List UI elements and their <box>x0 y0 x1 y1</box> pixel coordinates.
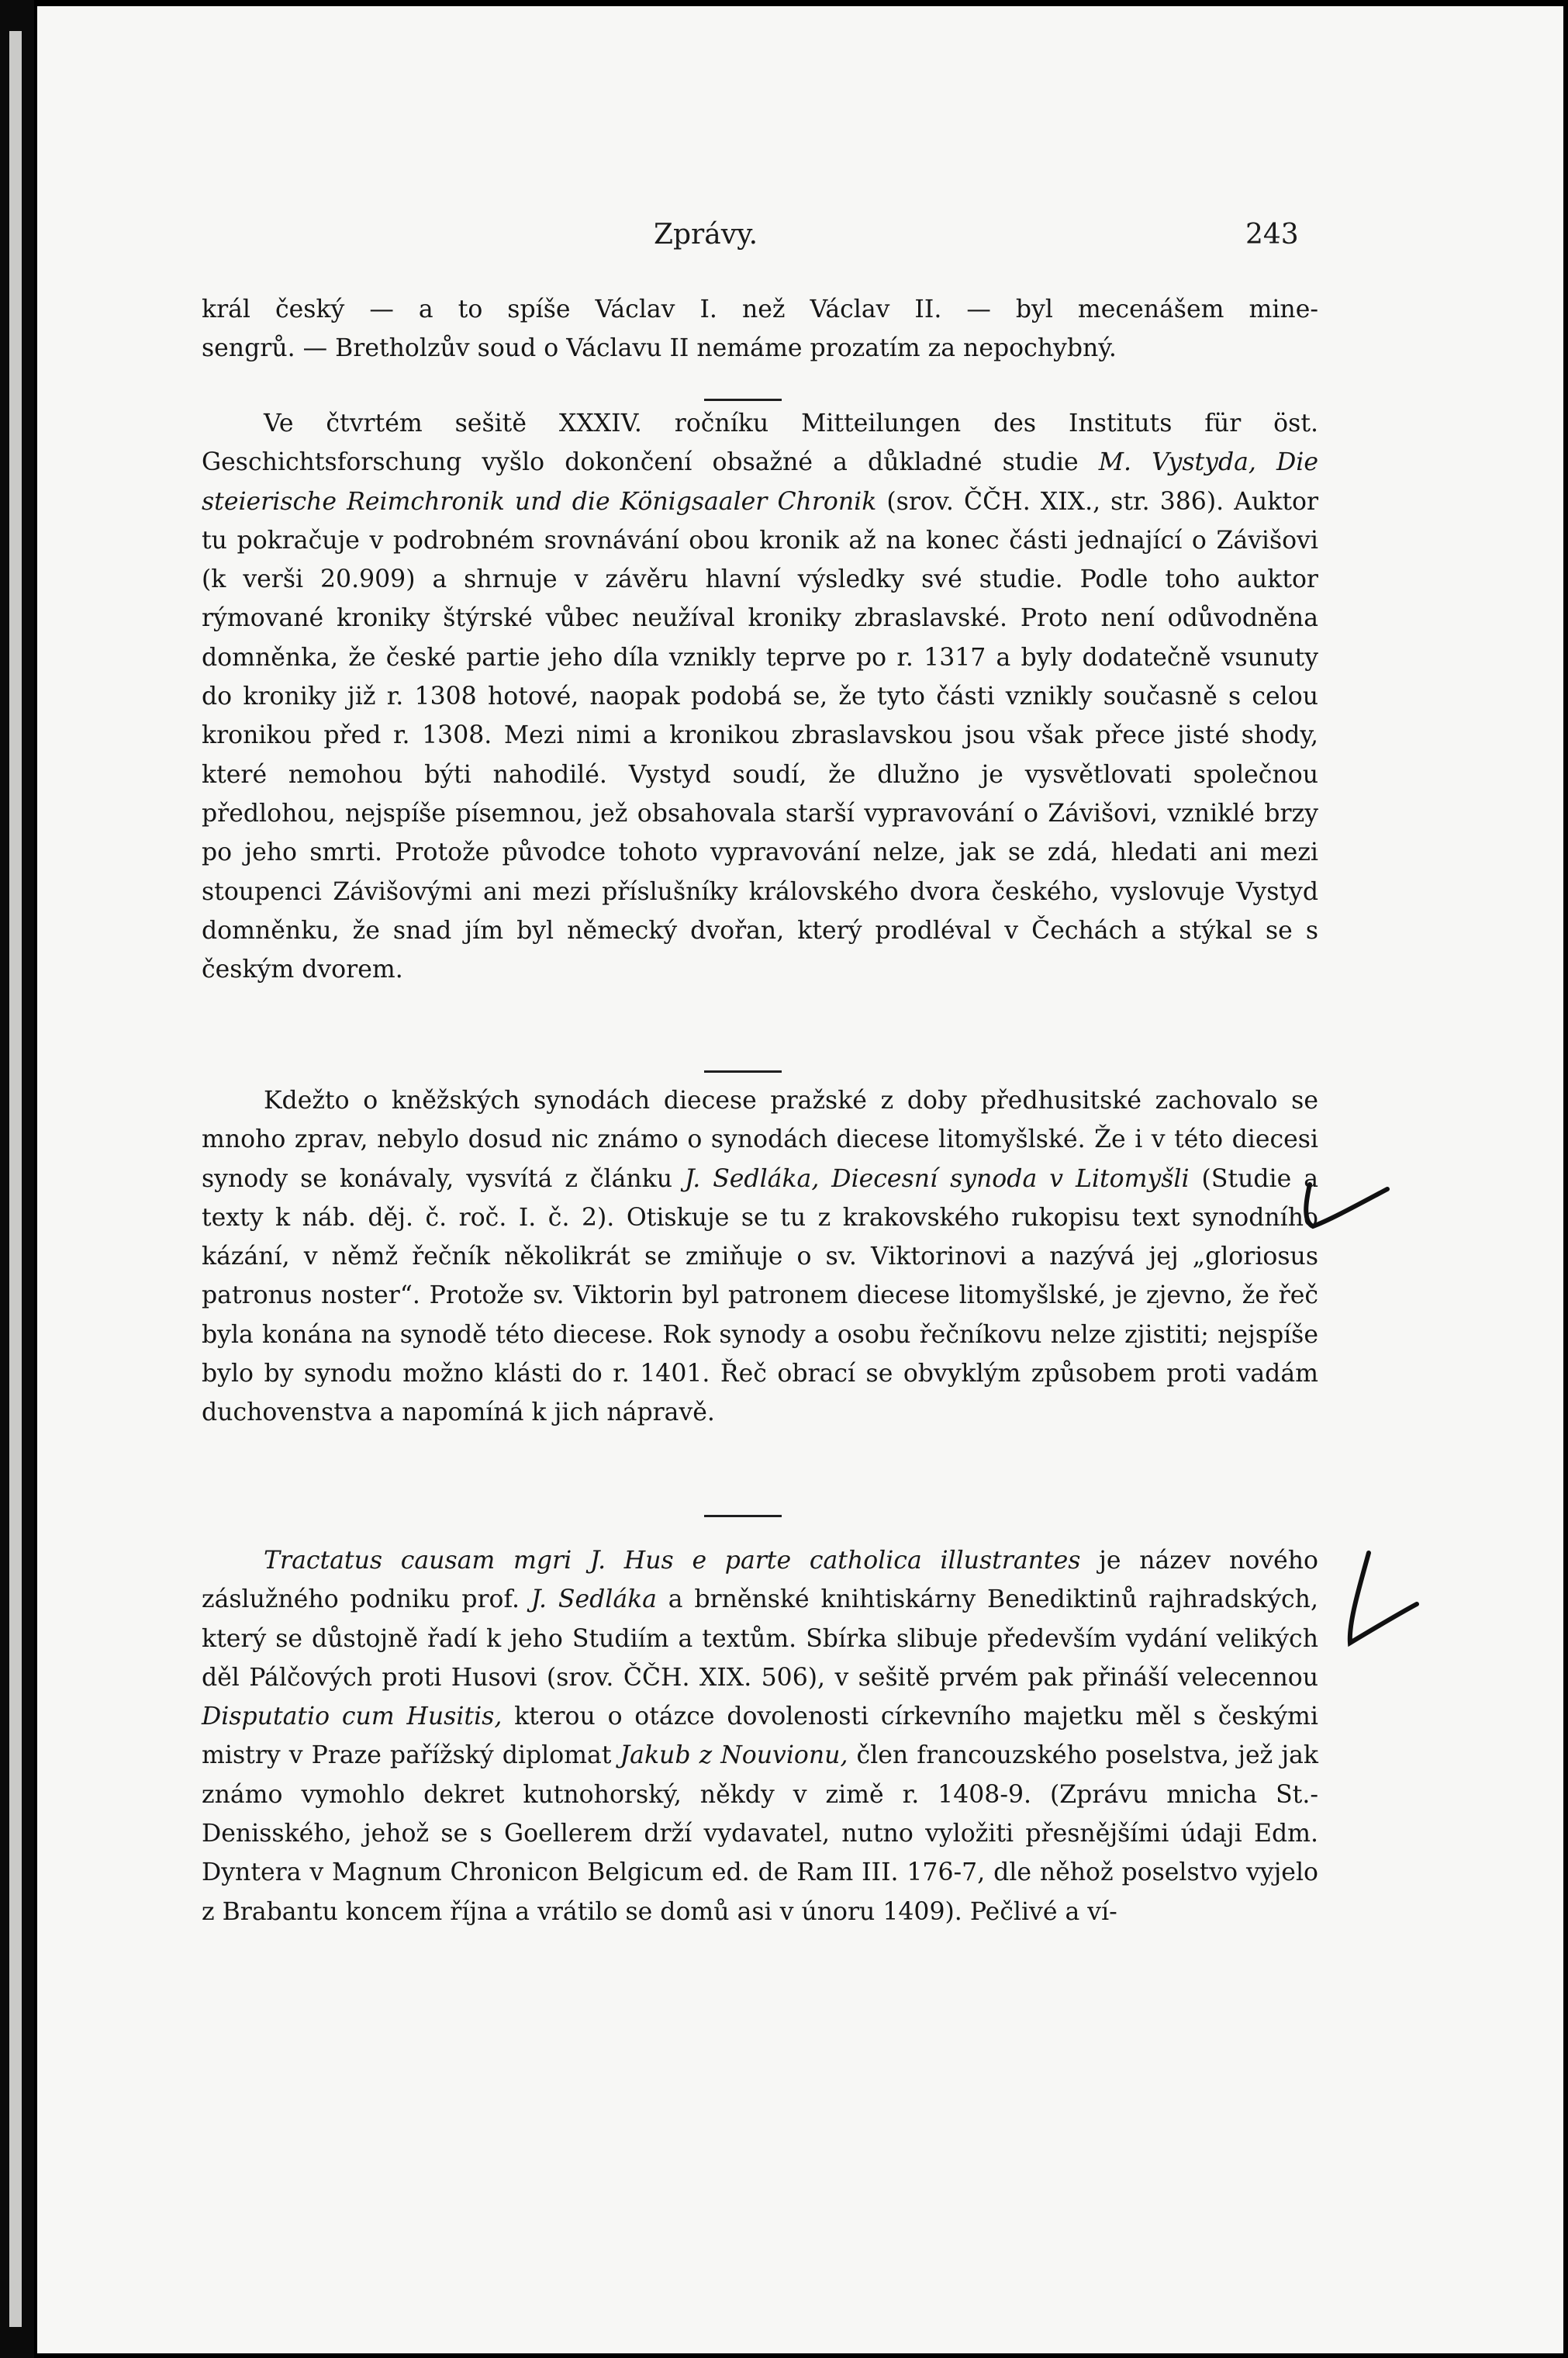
paragraph-text: (Studie a texty k náb. děj. č. roč. I. č. 2). Otiskuje se tu z krakovského rukopisu text synodního kázání, v němž řečník několikrát se zmiňuje o sv. Viktorinovi a nazývá jej „gloriosus patronus noster“. Protože sv. Viktorin byl patronem diecese litomyšlské, je zjevno, že řeč byla konána na synodě této diecese. Rok synody a osobu řečníkovu nelze zjistiti; nejspíše bylo by synodu možno klásti do r. 1401. Řeč obrací se obvyklým způsobem proti vadám duchovenstva a napomíná k jich nápravě. <box>202 1164 1318 1427</box>
document-page <box>37 6 1563 2353</box>
page-title: Zprávy. <box>654 219 758 251</box>
news-item-synoda <box>202 1081 1318 1433</box>
paragraph-line: sengrů. — Bretholzův soud o Václavu II nemáme prozatím za nepochybný. <box>202 334 1117 363</box>
page-number: 243 <box>1245 219 1299 251</box>
italic-title: Tractatus causam mgri J. Hus e parte catholica illustrantes <box>264 1547 1081 1575</box>
paragraph-text: kterou o otázce dovolenosti církevního majetku měl s českými mistry v Praze pařížský diplomat <box>202 1703 1318 1770</box>
news-item-tractatus <box>202 1541 1318 1931</box>
news-item-vystyd <box>202 404 1318 989</box>
section-divider <box>704 399 782 401</box>
running-header <box>37 219 1563 265</box>
paragraph-text: Kdežto o kněžských synodách diecese pražské z doby předhusitské zachovalo se mnoho zprav, nebylo dosud nic známo o synodách diecese litomyšlské. Že i v této diecesi synody se konávaly, vysvítá z článku <box>202 1087 1318 1193</box>
paragraph-text: je název nového záslužného podniku prof. <box>202 1547 1318 1614</box>
paragraph-line: král český — a to spíše Václav I. než Václav II. — byl mecenášem mine- <box>202 296 1318 323</box>
section-divider <box>704 1070 782 1073</box>
italic-citation: M. Vystyda, Die steierische Reimchronik und die Königsaaler Chronik <box>202 448 1319 516</box>
pencil-checkmark-icon <box>1299 1181 1392 1236</box>
paragraph-text: člen francouzského poselstva, jež jak známo vymohlo dekret kutnohorský, někdy v zimě r. 1408-9. (Zprávu mnicha St.-Denisského, jehož se s Goellerem drží vydavatel, nutno vyložiti přesnějšími údaji Edm. Dyntera v Magnum Chronicon Belgicum ed. de Ram III. 176-7, dle něhož poselstvo vyjelo z Brabantu koncem října a vrátilo se domů asi v únoru 1409). Pečlivé a ví- <box>202 1741 1318 1926</box>
paragraph-text: Ve čtvrtém sešitě XXXIV. ročníku Mitteilungen des Instituts für öst. Geschichtsforschung vyšlo dokončení obsažné a důkladné studie <box>202 410 1318 477</box>
italic-citation: J. Sedláka, Diecesní synoda v Litomyšli <box>685 1164 1190 1193</box>
italic-work: Disputatio cum Husitis, <box>202 1703 503 1731</box>
pencil-checkmark-icon <box>1342 1548 1420 1649</box>
scan-page-edge <box>9 31 22 2327</box>
paragraph-text: a brněnské knihtiskárny Benediktinů rajhradských, který se důstojně řadí k jeho Studiím a textům. Sbírka slibuje především vydání velikých děl Pálčových proti Husovi (srov. ČČH. XIX. 506), v sešitě prvém pak přináší velecennou <box>202 1585 1318 1692</box>
continued-paragraph <box>202 290 1318 368</box>
scan-left-border <box>0 0 34 2358</box>
italic-name: Jakub z Nouvionu, <box>620 1741 848 1770</box>
paragraph-text: (srov. ČČH. XIX., str. 386). Auktor tu pokračuje v podrobném srovnávání obou kronik až na konec části jednající o Závišovi (k verši 20.909) a shrnuje v závěru hlavní výsledky své studie. Podle toho auktor rýmované kroniky štýrské vůbec neužíval kroniky zbraslavské. Proto není odůvodněna domněnka, že české partie jeho díla vznikly teprve po r. 1317 a byly dodatečně vsunuty do kroniky již r. 1308 hotové, naopak podobá se, že tyto části vznikly současně s celou kronikou před r. 1308. Mezi nimi a kronikou zbraslavskou jsou však přece jisté shody, které nemohou býti nahodilé. Vystyd soudí, že dlužno je vysvětlovati společnou předlohou, nejspíše písemnou, jež obsahovala starší vypravování o Závišovi, vzniklé brzy po jeho smrti. Protože původce tohoto vypravování nelze, jak se zdá, hledati ani mezi stoupenci Závišovými ani mezi příslušníky královského dvora českého, vyslovuje Vystyd domněnku, že snad jím byl německý dvořan, který prodléval v Čechách a stýkal se s českým dvorem. <box>202 487 1319 984</box>
italic-name: J. Sedláka <box>530 1585 657 1614</box>
section-divider <box>704 1515 782 1517</box>
